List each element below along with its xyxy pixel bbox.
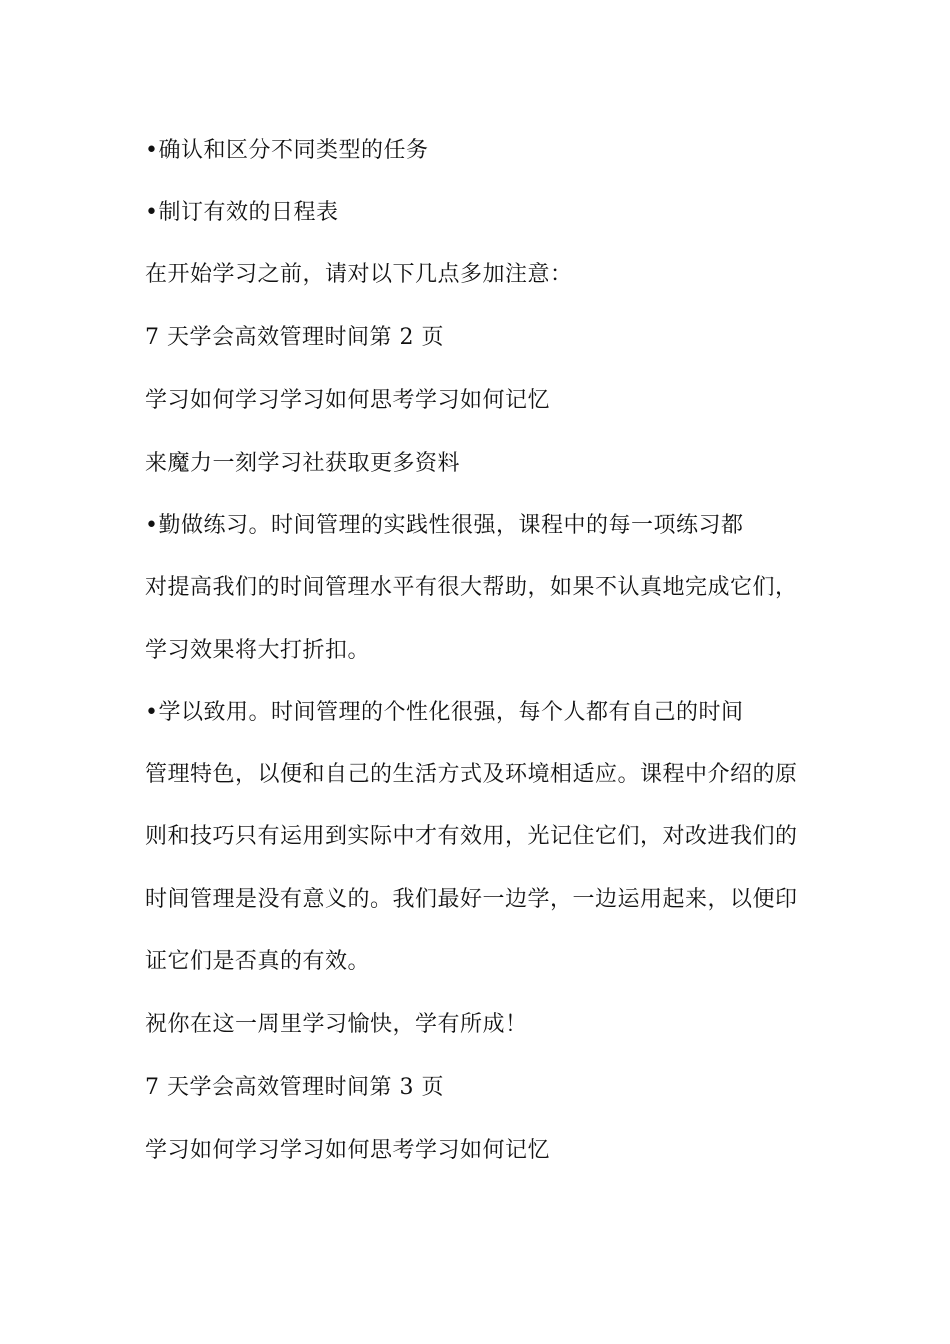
page-footer-source: 来魔力一刻学习社获取更多资料	[145, 451, 461, 476]
paragraph-line: 时间管理是没有意义的。我们最好一边学，一边运用起来，以便印	[145, 887, 798, 912]
page-footer-page-3: 7 天学会高效管理时间第 3 页	[145, 1075, 444, 1100]
bullet-item-schedule: •制订有效的日程表	[145, 200, 339, 225]
paragraph-closing: 祝你在这一周里学习愉快，学有所成！	[145, 1012, 528, 1037]
page-footer-tagline: 学习如何学习学习如何思考学习如何记忆	[145, 388, 551, 413]
paragraph-line: 对提高我们的时间管理水平有很大帮助，如果不认真地完成它们，	[145, 575, 798, 600]
page-footer-tagline: 学习如何学习学习如何思考学习如何记忆	[145, 1138, 551, 1163]
paragraph-line: 证它们是否真的有效。	[145, 949, 371, 974]
paragraph-intro-notice: 在开始学习之前，请对以下几点多加注意：	[145, 262, 573, 287]
bullet-item-practice: •勤做练习。时间管理的实践性很强，课程中的每一项练习都	[145, 513, 744, 538]
bullet-item-identify-tasks: •确认和区分不同类型的任务	[145, 138, 429, 163]
paragraph-line: 则和技巧只有运用到实际中才有效用，光记住它们，对改进我们的	[145, 824, 798, 849]
bullet-item-apply: •学以致用。时间管理的个性化很强，每个人都有自己的时间	[145, 700, 744, 725]
paragraph-line: 学习效果将大打折扣。	[145, 638, 371, 663]
page-footer-page-2: 7 天学会高效管理时间第 2 页	[145, 325, 444, 350]
paragraph-line: 管理特色，以便和自己的生活方式及环境相适应。课程中介绍的原	[145, 762, 798, 787]
